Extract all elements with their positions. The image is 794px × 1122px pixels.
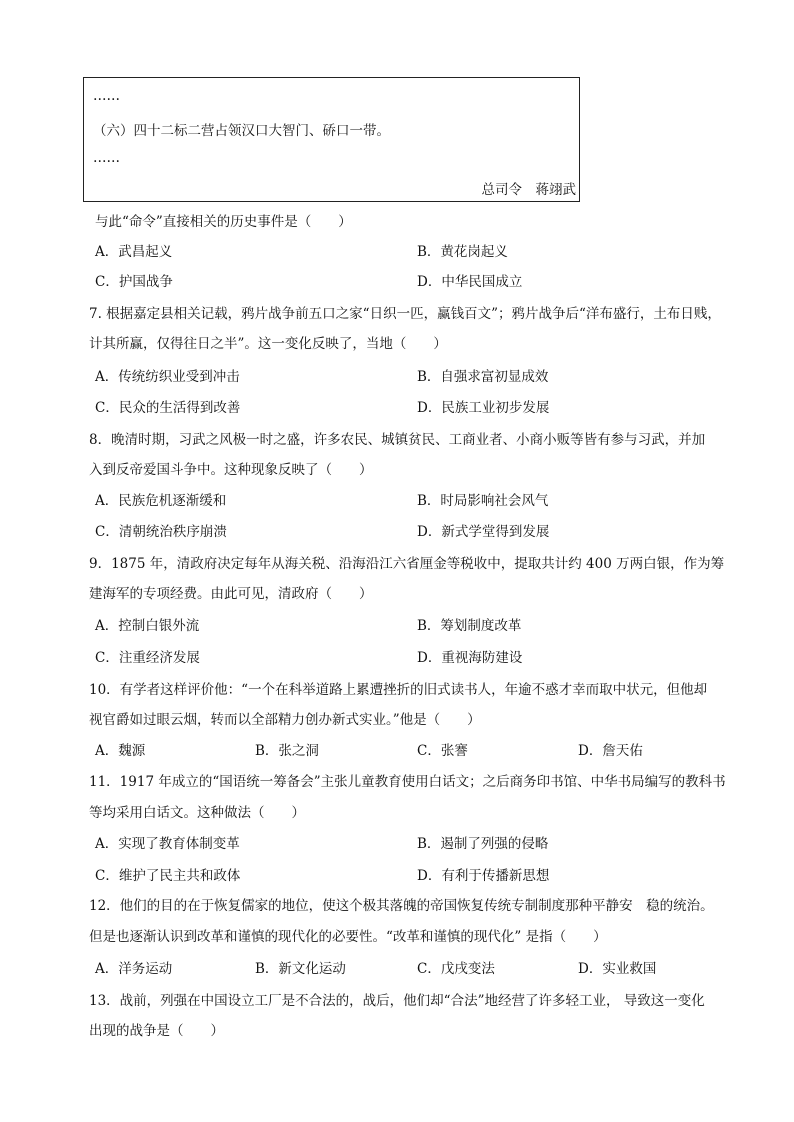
- q7-option-c: C．民众的生活得到改善: [95, 400, 241, 416]
- q10-option-a: A．魏源: [95, 743, 146, 759]
- q9-option-d: D．重视海防建设: [417, 650, 523, 666]
- q9-line-1: 9．1875 年，清政府决定每年从海关税、沿海沿江六省厘金等税收中，提取共计约 400 万两白银，作为筹: [89, 556, 725, 572]
- q9-option-a: A．控制白银外流: [95, 618, 200, 634]
- q10-option-d: D．詹天佑: [578, 743, 643, 759]
- q7-option-b: B．自强求富初显成效: [417, 369, 549, 385]
- q6-option-d: D．中华民国成立: [417, 274, 523, 290]
- q11-option-d: D．有利于传播新思想: [417, 868, 550, 884]
- q12-option-b: B．新文化运动: [255, 961, 346, 977]
- q13-line-1: 13．战前，列强在中国设立工厂是不合法的，战后，他们却“合法”地经营了许多轻工业， 导致这一变化: [89, 993, 705, 1009]
- order-box: [83, 77, 580, 202]
- q10-option-c: C．张謇: [417, 743, 468, 759]
- q6-option-a: A．武昌起义: [95, 244, 173, 260]
- q13-line-2: 出现的战争是（ ）: [89, 1023, 224, 1039]
- q12-option-d: D．实业救国: [578, 961, 657, 977]
- order-item-six: （六）四十二标二营占领汉口大智门、硚口一带。: [93, 123, 390, 139]
- order-ellipsis-top: ……: [93, 88, 120, 104]
- q8-option-a: A．民族危机逐渐缓和: [95, 493, 227, 509]
- q10-option-b: B．张之洞: [255, 743, 319, 759]
- q12-option-c: C．戊戌变法: [417, 961, 495, 977]
- q12-line-1: 12．他们的目的在于恢复儒家的地位，使这个极其落魄的帝国恢复传统专制制度那种平静安 稳的统治。: [89, 898, 714, 914]
- q10-line-2: 视官爵如过眼云烟，转而以全部精力创办新式实业。”他是（ ）: [89, 712, 481, 728]
- q9-line-2: 建海军的专项经费。由此可见，清政府（ ）: [89, 586, 373, 602]
- q8-option-b: B．时局影响社会风气: [417, 493, 549, 509]
- q8-line-2: 入到反帝爱国斗争中。这种现象反映了（ ）: [89, 462, 373, 478]
- q9-option-c: C．注重经济发展: [95, 650, 200, 666]
- q6-option-c: C．护国战争: [95, 274, 173, 290]
- q11-option-a: A．实现了教育体制变革: [95, 836, 240, 852]
- q9-option-b: B．筹划制度改革: [417, 618, 522, 634]
- order-ellipsis-bottom: ……: [93, 150, 120, 166]
- q6-option-b: B．黄花岗起义: [417, 244, 508, 260]
- q11-line-2: 等均采用白话文。这种做法（ ）: [89, 805, 305, 821]
- order-signature: 总司令 蒋翊武: [481, 182, 576, 198]
- q6-stem: 与此“命令”直接相关的历史事件是（ ）: [95, 214, 352, 230]
- q8-option-d: D．新式学堂得到发展: [417, 524, 550, 540]
- q10-line-1: 10．有学者这样评价他：“一个在科举道路上累遭挫折的旧式读书人，年逾不惑才幸而取中状元，但他却: [89, 682, 708, 698]
- q7-line-2: 计其所赢，仅得往日之半”。这一变化反映了，当地（ ）: [89, 336, 447, 352]
- q7-line-1: 7. 根据嘉定县相关记载，鸦片战争前五口之家“日织一匹，赢钱百文”；鸦片战争后“洋布盛行，土布日贱，: [89, 306, 721, 322]
- q11-line-1: 11．1917 年成立的“国语统一筹备会”主张儿童教育使用白话文；之后商务印书馆、中华书局编写的教科书: [89, 774, 726, 790]
- q7-option-d: D．民族工业初步发展: [417, 400, 550, 416]
- q11-option-b: B．遏制了列强的侵略: [417, 836, 549, 852]
- q8-line-1: 8．晚清时期，习武之风极一时之盛，许多农民、城镇贫民、工商业者、小商小贩等皆有参与习武，并加: [89, 432, 706, 448]
- q7-option-a: A．传统纺织业受到冲击: [95, 369, 240, 385]
- q11-option-c: C．维护了民主共和政体: [95, 868, 241, 884]
- q12-line-2: 但是也逐渐认识到改革和谨慎的现代化的必要性。“改革和谨慎的现代化” 是指（ ）: [89, 929, 607, 945]
- q12-option-a: A．洋务运动: [95, 961, 173, 977]
- q8-option-c: C．清朝统治秩序崩溃: [95, 524, 227, 540]
